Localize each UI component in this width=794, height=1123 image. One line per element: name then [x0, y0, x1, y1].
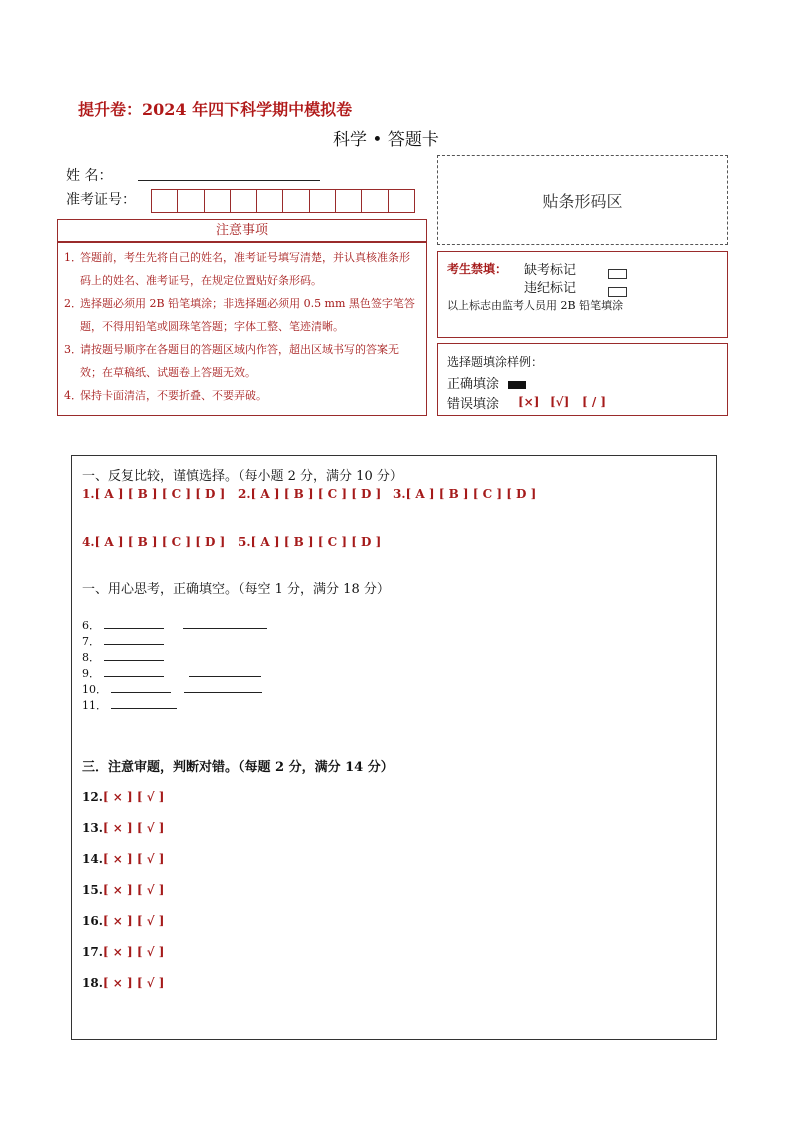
true-false-item-18[interactable]	[82, 976, 164, 990]
id-digit-box[interactable]	[257, 190, 283, 212]
id-digit-box[interactable]	[205, 190, 231, 212]
answer-area	[71, 455, 717, 1040]
notice-item-text: 答题前，考生先将自己的姓名，准考证号填写清楚，并认真核准条形码上的姓名、准考证号，在规定位置贴好条形码。	[80, 251, 410, 287]
fill-blank-row-11	[82, 697, 177, 713]
id-digit-box[interactable]	[362, 190, 388, 212]
id-digit-box[interactable]	[310, 190, 336, 212]
notice-item-text: 选择题必须用 2B 铅笔填涂；非选择题必须用 0.5 mm 黑色签字笔答题，不得用铅笔或圆珠笔答题；字体工整、笔迹清晰。	[80, 297, 415, 333]
true-false-item-12[interactable]	[82, 790, 164, 804]
fill-example-box	[437, 343, 728, 416]
notice-item-text: 请按题号顺序在各题目的答题区域内作答，超出区域书写的答案无效；在草稿纸、试题卷上答题无效。	[80, 343, 399, 379]
exam-title: 提升卷：2024 年四下科学期中模拟卷	[78, 100, 353, 119]
true-false-item-16[interactable]	[82, 914, 164, 928]
fill-blank-row-10	[82, 681, 262, 697]
choice-question-3[interactable]: 3.[ A ] [ B ] [ C ] [ D ]	[393, 487, 537, 501]
absent-mark-box[interactable]	[608, 263, 627, 282]
tf-number: 17.	[82, 945, 103, 959]
notice-item-text: 保持卡面清洁，不要折叠、不要弄破。	[80, 389, 267, 402]
barcode-label: 贴条形码区	[542, 191, 623, 211]
true-false-item-13[interactable]	[82, 821, 164, 835]
fill-blank-row-9	[82, 665, 261, 681]
true-false-item-14[interactable]	[82, 852, 164, 866]
wrong-mark-check: [√]	[550, 395, 570, 409]
notice-item-number: 3．	[64, 343, 82, 356]
fill-blank-row-7	[82, 633, 164, 649]
tf-marks[interactable]: [ × ] [ √ ]	[102, 883, 165, 897]
section3-title: 三．注意审题，判断对错。（每题 2 分，满分 14 分）	[82, 760, 394, 775]
blank-line[interactable]	[104, 634, 164, 645]
blank-number: 8．	[82, 651, 100, 664]
notice-item-number: 4．	[64, 389, 82, 402]
name-field[interactable]	[138, 180, 320, 181]
section2-title: 一、用心思考，正确填空。（每空 1 分，满分 18 分）	[82, 582, 390, 597]
id-digit-box[interactable]	[231, 190, 257, 212]
tf-marks[interactable]: [ × ] [ √ ]	[102, 914, 165, 928]
blank-line[interactable]	[184, 682, 262, 693]
blank-line[interactable]	[104, 618, 164, 629]
blank-number: 11．	[82, 699, 107, 712]
tf-marks[interactable]: [ × ] [ √ ]	[102, 945, 165, 959]
notice-item	[64, 384, 420, 407]
id-digit-box[interactable]	[178, 190, 204, 212]
notice-item	[64, 246, 420, 292]
id-label: 准考证号：	[66, 192, 136, 208]
violation-mark-label: 违纪标记	[524, 281, 577, 296]
choice-question-5[interactable]: 5.[ A ] [ B ] [ C ] [ D ]	[238, 535, 382, 549]
id-number-boxes[interactable]	[151, 189, 415, 213]
notice-box	[57, 242, 427, 416]
forbid-label: 考生禁填：	[447, 262, 508, 276]
fill-blank-row-8	[82, 649, 164, 665]
tf-marks[interactable]: [ × ] [ √ ]	[102, 790, 165, 804]
true-false-item-17[interactable]	[82, 945, 164, 959]
answer-sheet-subtitle: 科学 • 答题卡	[333, 130, 439, 150]
tf-marks[interactable]: [ × ] [ √ ]	[102, 821, 165, 835]
id-digit-box[interactable]	[389, 190, 414, 212]
id-digit-box[interactable]	[283, 190, 309, 212]
blank-number: 10．	[82, 683, 107, 696]
tf-number: 15.	[82, 883, 103, 897]
section1-title: 一、反复比较，谨慎选择。（每小题 2 分，满分 10 分）	[82, 469, 403, 484]
wrong-mark-slash: [ / ]	[582, 395, 607, 409]
name-label: 姓 名：	[66, 168, 113, 184]
blank-number: 7．	[82, 635, 100, 648]
notice-item-number: 2．	[64, 297, 82, 310]
forbid-note: 以上标志由监考人员用 2B 铅笔填涂	[447, 299, 624, 312]
tf-marks[interactable]: [ × ] [ √ ]	[102, 852, 165, 866]
fill-blank-row-6	[82, 617, 267, 633]
id-digit-box[interactable]	[152, 190, 178, 212]
blank-line[interactable]	[111, 698, 177, 709]
wrong-fill-label: 错误填涂	[447, 397, 500, 412]
barcode-area	[437, 155, 728, 245]
blank-number: 6．	[82, 619, 100, 632]
tf-marks[interactable]: [ × ] [ √ ]	[102, 976, 165, 990]
blank-line[interactable]	[183, 618, 267, 629]
blank-line[interactable]	[104, 666, 164, 677]
blank-number: 9．	[82, 667, 100, 680]
tf-number: 12.	[82, 790, 103, 804]
tf-number: 18.	[82, 976, 103, 990]
choice-question-2[interactable]: 2.[ A ] [ B ] [ C ] [ D ]	[238, 487, 382, 501]
notice-heading: 注意事项	[57, 219, 427, 242]
tf-number: 16.	[82, 914, 103, 928]
absent-mark-label: 缺考标记	[524, 263, 577, 278]
examinee-forbidden-box	[437, 251, 728, 338]
tf-number: 14.	[82, 852, 103, 866]
notice-item	[64, 338, 420, 384]
notice-item-number: 1．	[64, 251, 82, 264]
tf-number: 13.	[82, 821, 103, 835]
blank-line[interactable]	[111, 682, 171, 693]
choice-question-1[interactable]: 1.[ A ] [ B ] [ C ] [ D ]	[82, 487, 226, 501]
true-false-item-15[interactable]	[82, 883, 164, 897]
correct-fill-label: 正确填涂	[447, 377, 500, 392]
correct-fill-sample	[508, 374, 526, 393]
blank-line[interactable]	[104, 650, 164, 661]
fill-example-title: 选择题填涂样例：	[447, 355, 544, 369]
id-digit-box[interactable]	[336, 190, 362, 212]
notice-item	[64, 292, 420, 338]
choice-question-4[interactable]: 4.[ A ] [ B ] [ C ] [ D ]	[82, 535, 226, 549]
wrong-mark-x: [×]	[518, 395, 540, 409]
blank-line[interactable]	[189, 666, 261, 677]
